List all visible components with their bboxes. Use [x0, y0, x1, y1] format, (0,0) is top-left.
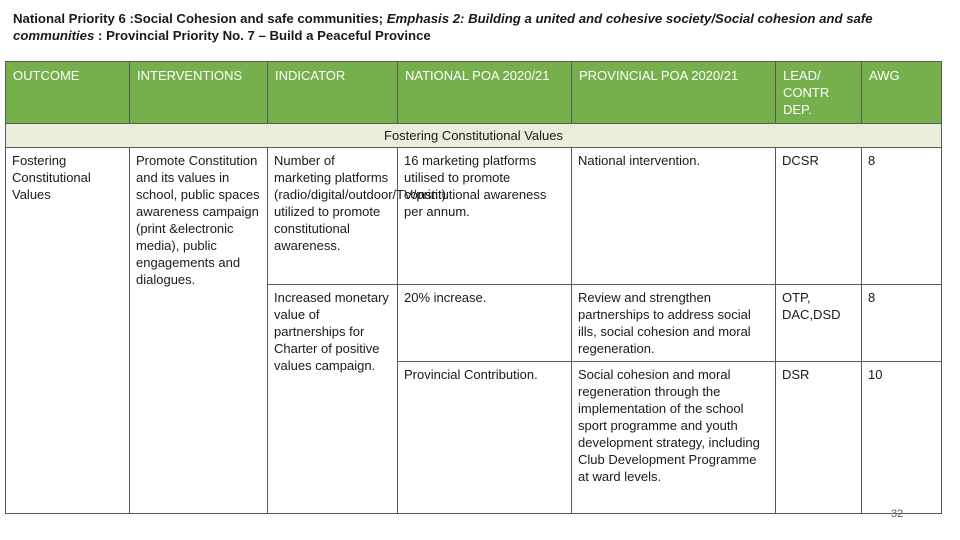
- lead-dep-cell: OTP, DAC,DSD: [776, 285, 862, 362]
- header-outcome: OUTCOME: [6, 62, 130, 124]
- header-provincial-poa: PROVINCIAL POA 2020/21: [572, 62, 776, 124]
- awg-cell: 10: [862, 362, 942, 514]
- header-national-poa: NATIONAL POA 2020/21: [398, 62, 572, 124]
- title-part-3: : Provincial Priority No. 7 – Build a Peaceful Province: [94, 28, 431, 43]
- provincial-poa-cell: National intervention.: [572, 148, 776, 285]
- awg-cell: 8: [862, 148, 942, 285]
- section-label: Fostering Constitutional Values: [6, 124, 942, 148]
- awg-cell: 8: [862, 285, 942, 362]
- national-poa-cell: 16 marketing platforms utilised to promote constitutional awareness per annum.: [398, 148, 572, 285]
- header-indicator: INDICATOR: [268, 62, 398, 124]
- indicator-cell: Increased monetary value of partnerships for Charter of positive values campaign.: [268, 285, 398, 514]
- national-poa-cell: 20% increase.: [398, 285, 572, 362]
- provincial-poa-cell: Review and strengthen partnerships to address social ills, social cohesion and moral regeneration.: [572, 285, 776, 362]
- header-awg: AWG: [862, 62, 942, 124]
- title-part-2: Emphasis 2: Building a united and cohesive society/Social cohesion and safe communities: [13, 11, 873, 43]
- national-poa-cell: Provincial Contribution.: [398, 362, 572, 514]
- header-interventions: INTERVENTIONS: [130, 62, 268, 124]
- table-row: [6, 148, 942, 285]
- title-part-1: National Priority 6 :Social Cohesion and safe communities;: [13, 11, 387, 26]
- poa-table: [5, 61, 942, 514]
- header-lead-dep: LEAD/ CONTR DEP.: [776, 62, 862, 124]
- slide-title: [13, 10, 948, 44]
- lead-dep-cell: DCSR: [776, 148, 862, 285]
- lead-dep-cell: DSR: [776, 362, 862, 514]
- section-row: [6, 124, 942, 148]
- header-row: [6, 62, 942, 124]
- provincial-poa-cell: Social cohesion and moral regeneration through the implementation of the school sport programme and youth development strategy, including Club Development Programme at ward levels.: [572, 362, 776, 514]
- indicator-cell: Number of marketing platforms (radio/digital/outdoor/TV/print) utilized to promote constitutional awareness.: [268, 148, 398, 285]
- outcome-cell: Fostering Constitutional Values: [6, 148, 130, 514]
- page-number: 32: [891, 508, 904, 520]
- intervention-cell: Promote Constitution and its values in school, public spaces awareness campaign (print &electronic media), public engagements and dialogues.: [130, 148, 268, 514]
